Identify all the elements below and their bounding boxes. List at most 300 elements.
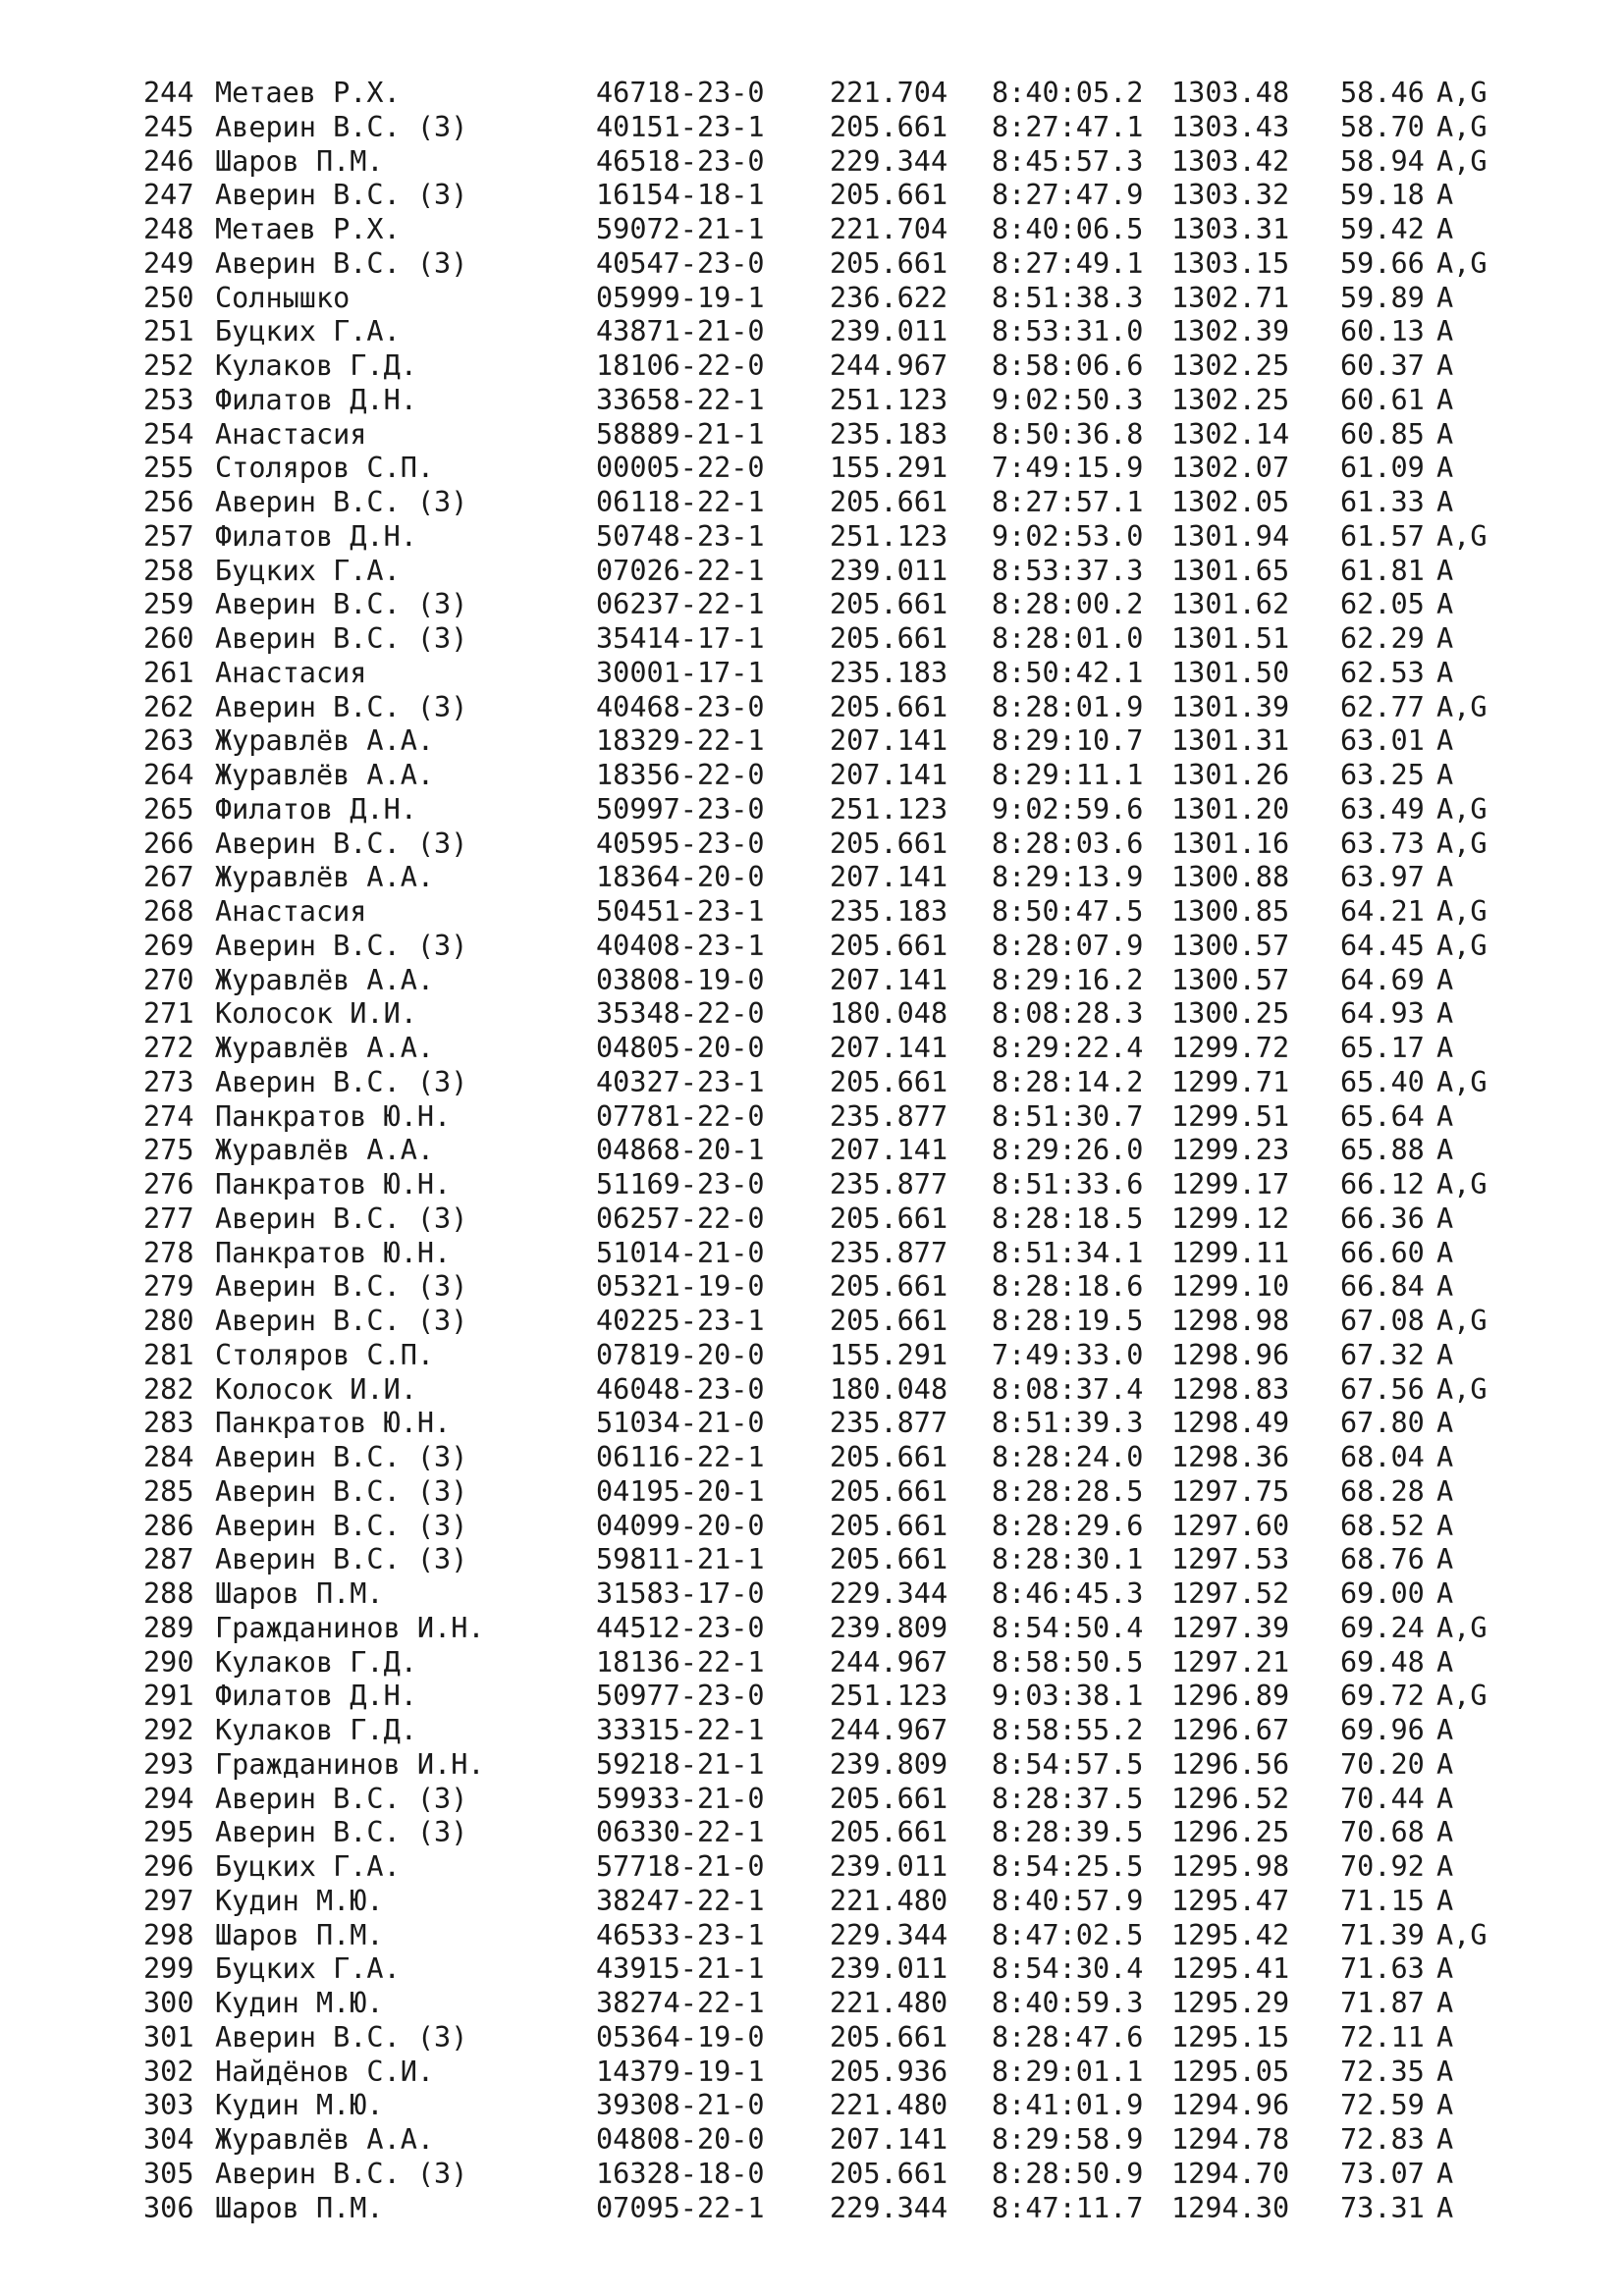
row-number: 249	[143, 246, 194, 280]
fancier-name: Колосок И.И.	[215, 997, 417, 1031]
flags: A	[1436, 724, 1454, 758]
arrival-time: 8:53:31.0	[992, 315, 1144, 348]
fancier-name: Аверин В.С. (З)	[215, 2020, 468, 2054]
flags: A	[1436, 963, 1454, 996]
ring-number: 59811-21-1	[596, 1543, 765, 1576]
distance: 205.661	[830, 1509, 948, 1542]
distance: 205.661	[830, 1201, 948, 1235]
arrival-time: 7:49:15.9	[992, 452, 1144, 485]
row-number: 260	[143, 622, 194, 655]
speed: 1302.71	[1171, 281, 1290, 314]
arrival-time: 8:28:37.5	[992, 1782, 1144, 1815]
speed: 1295.05	[1171, 2055, 1290, 2088]
row-number: 306	[143, 2191, 194, 2224]
ring-number: 40225-23-1	[596, 1305, 765, 1337]
row-number: 254	[143, 417, 194, 451]
distance: 205.661	[830, 690, 948, 723]
fancier-name: Филатов Д.Н.	[215, 792, 417, 826]
speed: 1299.17	[1171, 1168, 1290, 1201]
coefficient: 69.24	[1340, 1611, 1425, 1644]
flags: A	[1436, 1747, 1454, 1781]
flags: A	[1436, 1850, 1454, 1883]
ring-number: 00005-22-0	[596, 452, 765, 485]
distance: 155.291	[830, 452, 948, 485]
ring-number: 30001-17-1	[596, 656, 765, 689]
coefficient: 65.88	[1340, 1134, 1425, 1167]
row-number: 266	[143, 827, 194, 860]
flags: A	[1436, 1338, 1454, 1371]
ring-number: 04805-20-0	[596, 1032, 765, 1064]
arrival-time: 8:29:22.4	[992, 1032, 1144, 1064]
arrival-time: 8:08:28.3	[992, 997, 1144, 1031]
arrival-time: 8:40:05.2	[992, 77, 1144, 109]
row-number: 272	[143, 1032, 194, 1064]
ring-number: 46718-23-0	[596, 77, 765, 109]
distance: 235.877	[830, 1168, 948, 1201]
ring-number: 14379-19-1	[596, 2055, 765, 2088]
distance: 244.967	[830, 349, 948, 382]
flags: A,G	[1436, 690, 1488, 723]
row-number: 269	[143, 929, 194, 962]
speed: 1295.42	[1171, 1918, 1290, 1951]
fancier-name: Шаров П.М.	[215, 1918, 384, 1951]
distance: 180.048	[830, 997, 948, 1031]
ring-number: 05364-19-0	[596, 2020, 765, 2054]
speed: 1296.25	[1171, 1816, 1290, 1849]
ring-number: 43871-21-0	[596, 315, 765, 348]
distance: 205.661	[830, 1305, 948, 1337]
coefficient: 62.53	[1340, 656, 1425, 689]
ring-number: 51169-23-0	[596, 1168, 765, 1201]
fancier-name: Аверин В.С. (З)	[215, 1816, 468, 1849]
speed: 1301.16	[1171, 827, 1290, 860]
fancier-name: Журавлёв А.А.	[215, 963, 435, 996]
flags: A	[1436, 1987, 1454, 2019]
row-number: 284	[143, 1441, 194, 1473]
flags: A,G	[1436, 895, 1488, 928]
fancier-name: Аверин В.С. (З)	[215, 622, 468, 655]
speed: 1295.15	[1171, 2020, 1290, 2054]
coefficient: 66.12	[1340, 1168, 1425, 1201]
row-number: 304	[143, 2123, 194, 2156]
coefficient: 65.64	[1340, 1099, 1425, 1133]
distance: 207.141	[830, 759, 948, 791]
row-number: 295	[143, 1816, 194, 1849]
arrival-time: 8:51:38.3	[992, 281, 1144, 314]
coefficient: 59.18	[1340, 179, 1425, 212]
speed: 1301.20	[1171, 792, 1290, 826]
speed: 1303.15	[1171, 246, 1290, 280]
distance: 244.967	[830, 1714, 948, 1746]
row-number: 252	[143, 349, 194, 382]
arrival-time: 8:08:37.4	[992, 1372, 1144, 1406]
flags: A	[1436, 1032, 1454, 1064]
speed: 1303.32	[1171, 179, 1290, 212]
coefficient: 73.31	[1340, 2191, 1425, 2224]
speed: 1302.25	[1171, 349, 1290, 382]
coefficient: 71.63	[1340, 1952, 1425, 1986]
flags: A	[1436, 656, 1454, 689]
fancier-name: Шаров П.М.	[215, 144, 384, 178]
row-number: 246	[143, 144, 194, 178]
distance: 235.877	[830, 1407, 948, 1440]
coefficient: 62.77	[1340, 690, 1425, 723]
row-number: 259	[143, 588, 194, 621]
speed: 1300.25	[1171, 997, 1290, 1031]
flags: A	[1436, 417, 1454, 451]
ring-number: 18106-22-0	[596, 349, 765, 382]
arrival-time: 8:28:00.2	[992, 588, 1144, 621]
ring-number: 51034-21-0	[596, 1407, 765, 1440]
fancier-name: Кудин М.Ю.	[215, 2089, 384, 2122]
flags: A	[1436, 861, 1454, 894]
fancier-name: Колосок И.И.	[215, 1372, 417, 1406]
ring-number: 59218-21-1	[596, 1747, 765, 1781]
coefficient: 61.33	[1340, 486, 1425, 518]
speed: 1299.10	[1171, 1270, 1290, 1304]
fancier-name: Анастасия	[215, 656, 367, 689]
arrival-time: 8:46:45.3	[992, 1577, 1144, 1610]
speed: 1303.43	[1171, 110, 1290, 143]
fancier-name: Аверин В.С. (З)	[215, 1474, 468, 1508]
arrival-time: 8:47:11.7	[992, 2191, 1144, 2224]
row-number: 299	[143, 1952, 194, 1986]
ring-number: 18329-22-1	[596, 724, 765, 758]
coefficient: 69.72	[1340, 1680, 1425, 1713]
fancier-name: Аверин В.С. (З)	[215, 179, 468, 212]
speed: 1302.14	[1171, 417, 1290, 451]
distance: 221.704	[830, 77, 948, 109]
distance: 205.661	[830, 2157, 948, 2190]
row-number: 286	[143, 1509, 194, 1542]
coefficient: 60.85	[1340, 417, 1425, 451]
arrival-time: 8:50:42.1	[992, 656, 1144, 689]
arrival-time: 8:51:39.3	[992, 1407, 1144, 1440]
flags: A	[1436, 1134, 1454, 1167]
arrival-time: 8:54:25.5	[992, 1850, 1144, 1883]
arrival-time: 8:53:37.3	[992, 554, 1144, 587]
ring-number: 04099-20-0	[596, 1509, 765, 1542]
flags: A	[1436, 452, 1454, 485]
arrival-time: 8:29:26.0	[992, 1134, 1144, 1167]
arrival-time: 8:54:30.4	[992, 1952, 1144, 1986]
arrival-time: 8:51:30.7	[992, 1099, 1144, 1133]
fancier-name: Буцких Г.А.	[215, 554, 401, 587]
flags: A	[1436, 1782, 1454, 1815]
speed: 1298.83	[1171, 1372, 1290, 1406]
fancier-name: Кудин М.Ю.	[215, 1987, 384, 2019]
flags: A	[1436, 997, 1454, 1031]
ring-number: 38247-22-1	[596, 1884, 765, 1917]
row-number: 301	[143, 2020, 194, 2054]
distance: 180.048	[830, 1372, 948, 1406]
coefficient: 63.01	[1340, 724, 1425, 758]
ring-number: 59072-21-1	[596, 213, 765, 245]
coefficient: 68.04	[1340, 1441, 1425, 1473]
coefficient: 60.13	[1340, 315, 1425, 348]
speed: 1295.47	[1171, 1884, 1290, 1917]
speed: 1298.49	[1171, 1407, 1290, 1440]
ring-number: 40151-23-1	[596, 110, 765, 143]
distance: 221.480	[830, 1884, 948, 1917]
flags: A	[1436, 622, 1454, 655]
flags: A	[1436, 1236, 1454, 1269]
ring-number: 05321-19-0	[596, 1270, 765, 1304]
arrival-time: 8:27:57.1	[992, 486, 1144, 518]
distance: 229.344	[830, 144, 948, 178]
coefficient: 62.05	[1340, 588, 1425, 621]
row-number: 293	[143, 1747, 194, 1781]
ring-number: 07095-22-1	[596, 2191, 765, 2224]
coefficient: 64.21	[1340, 895, 1425, 928]
speed: 1299.11	[1171, 1236, 1290, 1269]
distance: 251.123	[830, 1680, 948, 1713]
speed: 1302.39	[1171, 315, 1290, 348]
ring-number: 44512-23-0	[596, 1611, 765, 1644]
distance: 207.141	[830, 2123, 948, 2156]
arrival-time: 8:28:14.2	[992, 1065, 1144, 1098]
row-number: 264	[143, 759, 194, 791]
speed: 1296.52	[1171, 1782, 1290, 1815]
ring-number: 59933-21-0	[596, 1782, 765, 1815]
speed: 1296.56	[1171, 1747, 1290, 1781]
coefficient: 60.37	[1340, 349, 1425, 382]
flags: A	[1436, 315, 1454, 348]
row-number: 292	[143, 1714, 194, 1746]
ring-number: 31583-17-0	[596, 1577, 765, 1610]
coefficient: 61.57	[1340, 519, 1425, 553]
distance: 221.704	[830, 213, 948, 245]
coefficient: 64.69	[1340, 963, 1425, 996]
arrival-time: 8:40:57.9	[992, 1884, 1144, 1917]
distance: 205.661	[830, 1270, 948, 1304]
distance: 251.123	[830, 383, 948, 416]
row-number: 276	[143, 1168, 194, 1201]
fancier-name: Кудин М.Ю.	[215, 1884, 384, 1917]
row-number: 261	[143, 656, 194, 689]
speed: 1298.36	[1171, 1441, 1290, 1473]
fancier-name: Гражданинов И.Н.	[215, 1747, 485, 1781]
speed: 1300.57	[1171, 963, 1290, 996]
speed: 1301.50	[1171, 656, 1290, 689]
arrival-time: 8:29:13.9	[992, 861, 1144, 894]
arrival-time: 8:29:11.1	[992, 759, 1144, 791]
coefficient: 61.09	[1340, 452, 1425, 485]
row-number: 271	[143, 997, 194, 1031]
ring-number: 35414-17-1	[596, 622, 765, 655]
distance: 239.011	[830, 554, 948, 587]
row-number: 290	[143, 1645, 194, 1679]
distance: 239.011	[830, 315, 948, 348]
flags: A,G	[1436, 144, 1488, 178]
arrival-time: 8:28:07.9	[992, 929, 1144, 962]
arrival-time: 8:47:02.5	[992, 1918, 1144, 1951]
speed: 1294.78	[1171, 2123, 1290, 2156]
flags: A	[1436, 2020, 1454, 2054]
coefficient: 72.83	[1340, 2123, 1425, 2156]
speed: 1303.42	[1171, 144, 1290, 178]
flags: A,G	[1436, 1680, 1488, 1713]
coefficient: 58.46	[1340, 77, 1425, 109]
distance: 205.661	[830, 1441, 948, 1473]
speed: 1296.67	[1171, 1714, 1290, 1746]
row-number: 280	[143, 1305, 194, 1337]
ring-number: 06237-22-1	[596, 588, 765, 621]
fancier-name: Аверин В.С. (З)	[215, 246, 468, 280]
flags: A,G	[1436, 1611, 1488, 1644]
flags: A	[1436, 1645, 1454, 1679]
speed: 1299.23	[1171, 1134, 1290, 1167]
fancier-name: Аверин В.С. (З)	[215, 690, 468, 723]
arrival-time: 8:28:01.9	[992, 690, 1144, 723]
speed: 1295.41	[1171, 1952, 1290, 1986]
fancier-name: Журавлёв А.А.	[215, 1134, 435, 1167]
ring-number: 40595-23-0	[596, 827, 765, 860]
ring-number: 18356-22-0	[596, 759, 765, 791]
ring-number: 39308-21-0	[596, 2089, 765, 2122]
coefficient: 69.48	[1340, 1645, 1425, 1679]
fancier-name: Журавлёв А.А.	[215, 724, 435, 758]
distance: 205.661	[830, 588, 948, 621]
flags: A,G	[1436, 827, 1488, 860]
row-number: 302	[143, 2055, 194, 2088]
row-number: 255	[143, 452, 194, 485]
distance: 235.877	[830, 1236, 948, 1269]
arrival-time: 8:40:59.3	[992, 1987, 1144, 2019]
fancier-name: Аверин В.С. (З)	[215, 1782, 468, 1815]
row-number: 279	[143, 1270, 194, 1304]
ring-number: 04868-20-1	[596, 1134, 765, 1167]
arrival-time: 8:51:34.1	[992, 1236, 1144, 1269]
coefficient: 64.45	[1340, 929, 1425, 962]
ring-number: 05999-19-1	[596, 281, 765, 314]
distance: 205.661	[830, 1816, 948, 1849]
coefficient: 59.42	[1340, 213, 1425, 245]
arrival-time: 8:28:19.5	[992, 1305, 1144, 1337]
speed: 1303.31	[1171, 213, 1290, 245]
fancier-name: Филатов Д.Н.	[215, 519, 417, 553]
speed: 1301.39	[1171, 690, 1290, 723]
fancier-name: Аверин В.С. (З)	[215, 929, 468, 962]
ring-number: 40408-23-1	[596, 929, 765, 962]
speed: 1297.52	[1171, 1577, 1290, 1610]
speed: 1295.98	[1171, 1850, 1290, 1883]
ring-number: 06257-22-0	[596, 1201, 765, 1235]
coefficient: 59.66	[1340, 246, 1425, 280]
arrival-time: 8:29:10.7	[992, 724, 1144, 758]
flags: A	[1436, 1577, 1454, 1610]
distance: 221.480	[830, 2089, 948, 2122]
coefficient: 64.93	[1340, 997, 1425, 1031]
row-number: 251	[143, 315, 194, 348]
arrival-time: 8:51:33.6	[992, 1168, 1144, 1201]
flags: A,G	[1436, 1918, 1488, 1951]
coefficient: 63.97	[1340, 861, 1425, 894]
row-number: 273	[143, 1065, 194, 1098]
flags: A	[1436, 1474, 1454, 1508]
row-number: 253	[143, 383, 194, 416]
arrival-time: 8:28:28.5	[992, 1474, 1144, 1508]
speed: 1299.51	[1171, 1099, 1290, 1133]
distance: 207.141	[830, 861, 948, 894]
row-number: 247	[143, 179, 194, 212]
flags: A,G	[1436, 519, 1488, 553]
flags: A	[1436, 1543, 1454, 1576]
row-number: 287	[143, 1543, 194, 1576]
fancier-name: Аверин В.С. (З)	[215, 2157, 468, 2190]
distance: 236.622	[830, 281, 948, 314]
ring-number: 43915-21-1	[596, 1952, 765, 1986]
distance: 244.967	[830, 1645, 948, 1679]
flags: A	[1436, 2055, 1454, 2088]
speed: 1300.57	[1171, 929, 1290, 962]
ring-number: 50748-23-1	[596, 519, 765, 553]
distance: 239.011	[830, 1952, 948, 1986]
ring-number: 33315-22-1	[596, 1714, 765, 1746]
arrival-time: 9:02:53.0	[992, 519, 1144, 553]
flags: A	[1436, 1270, 1454, 1304]
ring-number: 07026-22-1	[596, 554, 765, 587]
arrival-time: 7:49:33.0	[992, 1338, 1144, 1371]
speed: 1297.39	[1171, 1611, 1290, 1644]
arrival-time: 8:27:47.9	[992, 179, 1144, 212]
fancier-name: Аверин В.С. (З)	[215, 1305, 468, 1337]
flags: A,G	[1436, 246, 1488, 280]
distance: 205.661	[830, 246, 948, 280]
fancier-name: Метаев Р.Х.	[215, 77, 401, 109]
ring-number: 50451-23-1	[596, 895, 765, 928]
arrival-time: 9:03:38.1	[992, 1680, 1144, 1713]
row-number: 256	[143, 486, 194, 518]
distance: 205.661	[830, 110, 948, 143]
coefficient: 68.28	[1340, 1474, 1425, 1508]
ring-number: 40327-23-1	[596, 1065, 765, 1098]
fancier-name: Аверин В.С. (З)	[215, 588, 468, 621]
fancier-name: Аверин В.С. (З)	[215, 110, 468, 143]
ring-number: 46518-23-0	[596, 144, 765, 178]
ring-number: 38274-22-1	[596, 1987, 765, 2019]
flags: A	[1436, 1099, 1454, 1133]
fancier-name: Панкратов Ю.Н.	[215, 1407, 452, 1440]
distance: 205.661	[830, 179, 948, 212]
distance: 235.183	[830, 417, 948, 451]
flags: A	[1436, 554, 1454, 587]
coefficient: 71.87	[1340, 1987, 1425, 2019]
ring-number: 07819-20-0	[596, 1338, 765, 1371]
coefficient: 61.81	[1340, 554, 1425, 587]
speed: 1297.21	[1171, 1645, 1290, 1679]
fancier-name: Буцких Г.А.	[215, 1952, 401, 1986]
flags: A,G	[1436, 110, 1488, 143]
fancier-name: Шаров П.М.	[215, 1577, 384, 1610]
flags: A	[1436, 1509, 1454, 1542]
coefficient: 59.89	[1340, 281, 1425, 314]
coefficient: 63.25	[1340, 759, 1425, 791]
flags: A	[1436, 1714, 1454, 1746]
distance: 239.809	[830, 1611, 948, 1644]
speed: 1301.26	[1171, 759, 1290, 791]
distance: 221.480	[830, 1987, 948, 2019]
distance: 205.661	[830, 929, 948, 962]
arrival-time: 8:58:06.6	[992, 349, 1144, 382]
distance: 251.123	[830, 792, 948, 826]
speed: 1302.07	[1171, 452, 1290, 485]
fancier-name: Найдёнов С.И.	[215, 2055, 435, 2088]
fancier-name: Аверин В.С. (З)	[215, 1543, 468, 1576]
ring-number: 03808-19-0	[596, 963, 765, 996]
row-number: 283	[143, 1407, 194, 1440]
flags: A,G	[1436, 929, 1488, 962]
